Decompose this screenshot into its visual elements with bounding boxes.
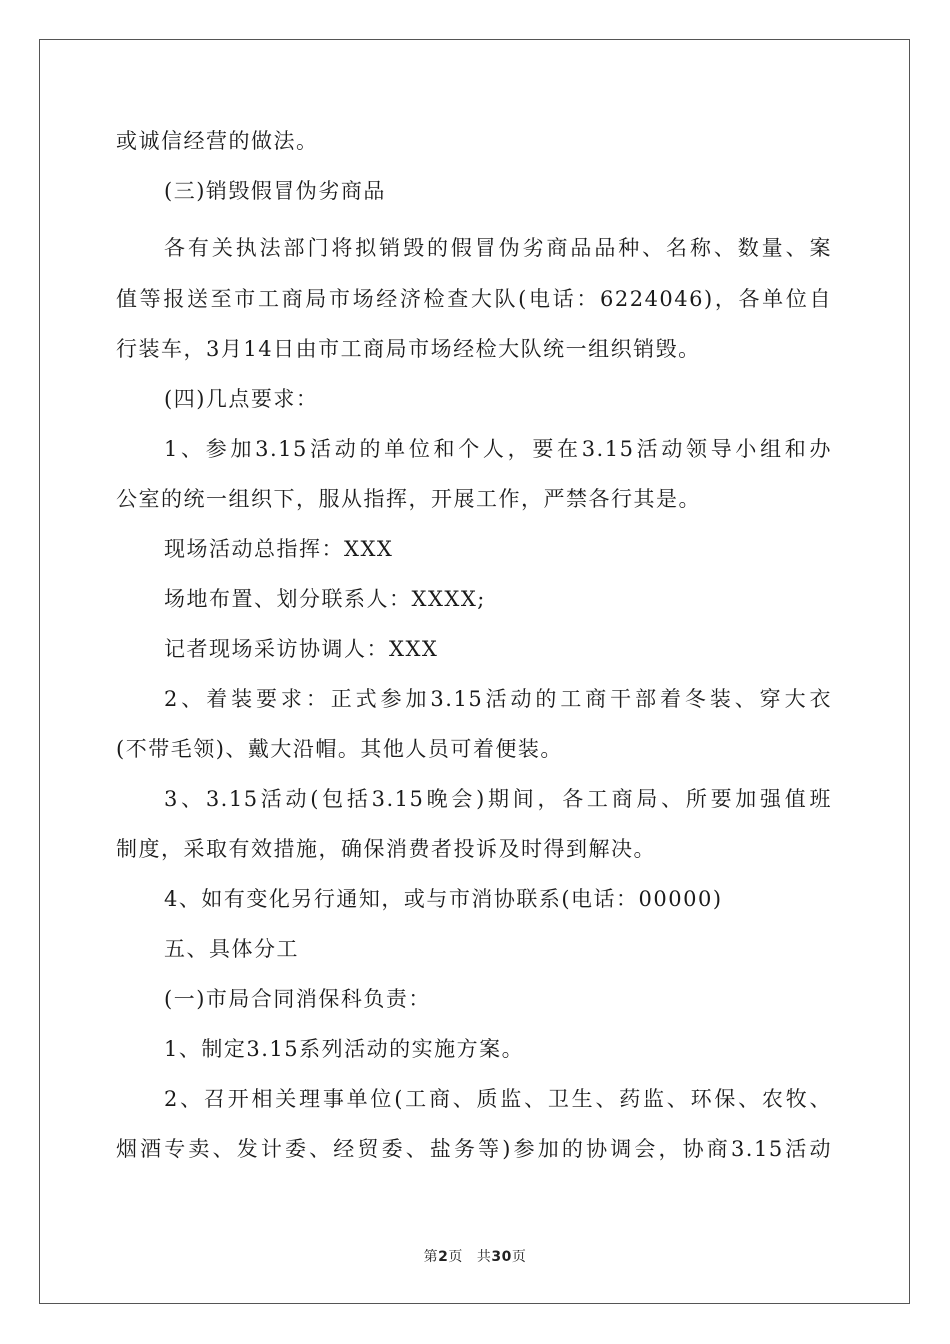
section-heading-4: (四)几点要求： xyxy=(164,387,319,411)
requirement-2-line-2: (不带毛领)、戴大沿帽。其他人员可着便装。 xyxy=(116,737,563,761)
page-suffix: 页 xyxy=(448,1249,463,1265)
page-prefix: 第 xyxy=(423,1249,439,1265)
total-pages: 30 xyxy=(491,1249,512,1265)
total-prefix: 共 xyxy=(476,1249,492,1265)
task-2-line-2: 烟酒专卖、发计委、经贸委、盐务等)参加的协调会，协商3.15活动 xyxy=(116,1137,832,1161)
paragraph-line-2: 值等报送至市工商局市场经济检查大队(电话：6224046)，各单位自 xyxy=(116,287,832,311)
text-line-1: 或诚信经营的做法。 xyxy=(116,129,319,153)
venue-contact-line: 场地布置、划分联系人：XXXX; xyxy=(164,587,486,611)
press-coordinator-line: 记者现场采访协调人：XXX xyxy=(164,637,439,661)
section-heading-3: (三)销毁假冒伪劣商品 xyxy=(164,179,386,203)
total-suffix: 页 xyxy=(511,1249,527,1265)
requirement-1-line-2: 公室的统一组织下，服从指挥，开展工作，严禁各行其是。 xyxy=(116,487,701,511)
section-heading-5: 五、具体分工 xyxy=(164,937,299,961)
task-2-line-1: 2、召开相关理事单位(工商、质监、卫生、药监、环保、农牧、 xyxy=(164,1087,832,1111)
task-1-line: 1、制定3.15系列活动的实施方案。 xyxy=(164,1037,525,1061)
page-number: 2 xyxy=(438,1249,449,1265)
subsection-heading-1: (一)市局合同消保科负责： xyxy=(164,987,431,1011)
paragraph-line-3: 行装车，3月14日由市工商局市场经检大队统一组织销毁。 xyxy=(116,337,701,361)
commander-line: 现场活动总指挥：XXX xyxy=(164,537,394,561)
requirement-2-line-1: 2、着装要求：正式参加3.15活动的工商干部着冬装、穿大衣 xyxy=(164,687,832,711)
page-footer xyxy=(0,1246,950,1266)
requirement-3-line-1: 3、3.15活动(包括3.15晚会)期间，各工商局、所要加强值班 xyxy=(164,787,832,811)
requirement-4-line: 4、如有变化另行通知，或与市消协联系(电话：00000) xyxy=(164,887,723,911)
paragraph-line-1: 各有关执法部门将拟销毁的假冒伪劣商品品种、名称、数量、案 xyxy=(164,236,832,260)
requirement-1-line-1: 1、参加3.15活动的单位和个人，要在3.15活动领导小组和办 xyxy=(164,437,832,461)
page-border xyxy=(39,39,910,1304)
requirement-3-line-2: 制度，采取有效措施，确保消费者投诉及时得到解决。 xyxy=(116,837,656,861)
